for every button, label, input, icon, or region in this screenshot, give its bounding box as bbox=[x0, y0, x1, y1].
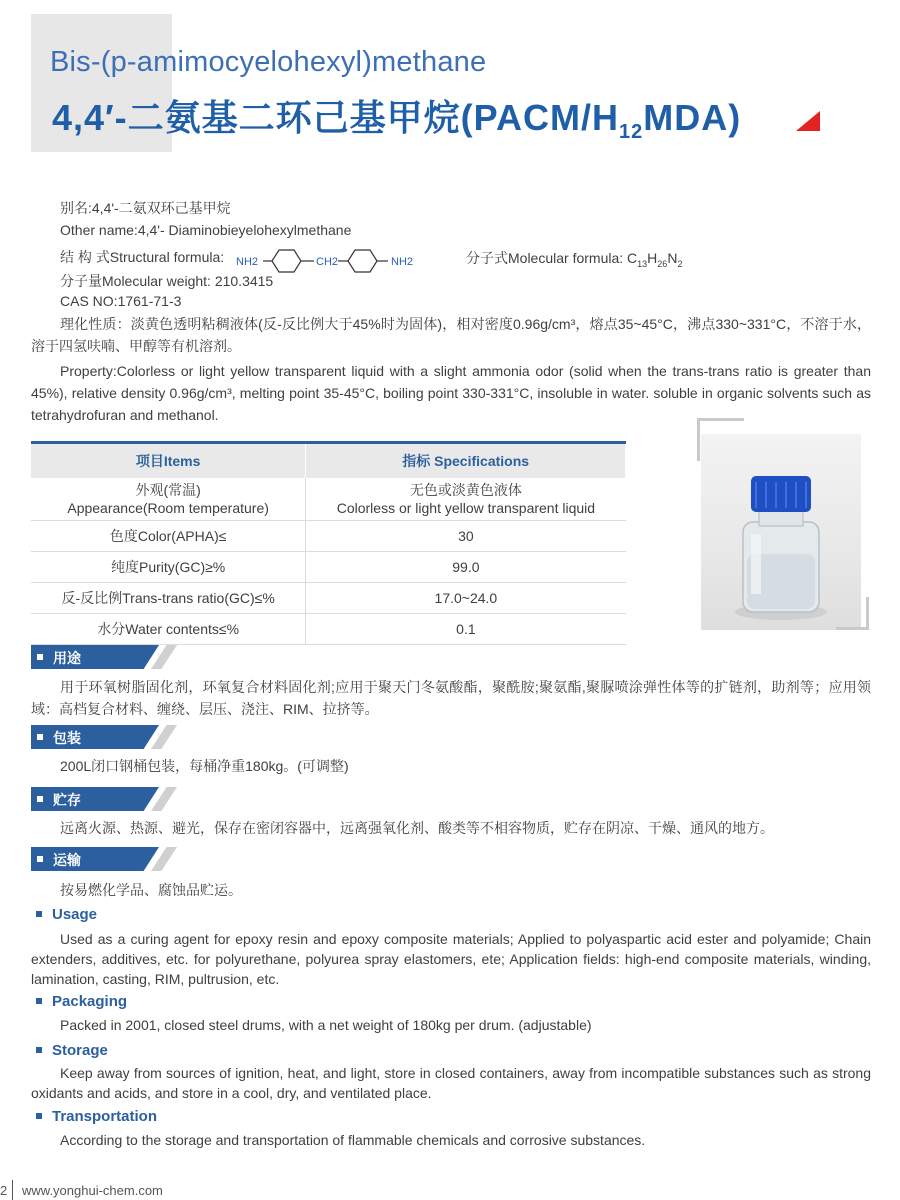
molecular-weight-line: 分子量Molecular weight: 210.3415 bbox=[60, 273, 274, 289]
section-text-storage-en: Keep away from sources of ignition, heat, and light, store in closed containers, away from incompatible substances such as strong oxidants and acids, and store in a cool, dry, and ventilated place. bbox=[31, 1065, 871, 1101]
section-bar-storage-cn: 贮存 bbox=[31, 787, 176, 811]
row-item-trans-ratio: 反-反比例Trans-trans ratio(GC)≤% bbox=[31, 582, 306, 613]
property-chinese: 理化性质：淡黄色透明粘稠液体(反-反比例大于45%时为固体)，相对密度0.96g/cm³，熔点35~45°C，沸点330~331°C，不溶于水，溶于四氢呋喃、甲醇等有机溶剂。 bbox=[31, 316, 871, 354]
cyclohexane-ring-left bbox=[272, 250, 301, 272]
section-heading-transport-en: Transportation bbox=[36, 1108, 157, 1125]
table-row bbox=[31, 520, 626, 551]
row-item-appearance: 外观(常温) Appearance(Room temperature) bbox=[31, 478, 306, 520]
section-text-transport-cn: 按易燃化学品、腐蚀品贮运。 bbox=[60, 882, 242, 898]
row-spec-purity: 99.0 bbox=[306, 551, 626, 582]
row-item-purity: 纯度Purity(GC)≥% bbox=[31, 551, 306, 582]
formula-nh2-right: NH2 bbox=[391, 256, 414, 268]
table-row bbox=[31, 613, 626, 644]
section-text-usage-cn: 用于环氧树脂固化剂，环氧复合材料固化剂;应用于聚天门冬氨酸酯，聚酰胺;聚氨酯,聚脲喷涂弹性体等的扩链剂，助剂等；应用领域：高档复合材料、缠绕、层压、浇注、RIM、拉挤等。 bbox=[31, 679, 871, 717]
section-text-transport-en: According to the storage and transportation of flammable chemicals and corrosive substances. bbox=[60, 1132, 646, 1148]
row-item-water: 水分Water contents≤% bbox=[31, 613, 306, 644]
formula-ch2: CH2 bbox=[316, 256, 339, 268]
section-heading-packaging-en: Packaging bbox=[36, 993, 127, 1010]
title-english: Bis-(p-amimocyelohexyl)methane bbox=[50, 46, 487, 78]
section-bar-usage-cn: 用途 bbox=[31, 645, 176, 669]
row-spec-appearance: 无色或淡黄色液体 Colorless or light yellow transparent liquid bbox=[306, 478, 626, 520]
page-number: 2 bbox=[0, 1183, 8, 1198]
molecular-formula: 分子式Molecular formula: $C_{13}H_{26}N_2$ bbox=[466, 250, 683, 269]
frame-corner-bottom-right bbox=[836, 597, 869, 630]
footer-divider bbox=[12, 1180, 13, 1200]
row-spec-color: 30 bbox=[306, 520, 626, 551]
title-chinese: 4,4′-二氨基二环己基甲烷$(PACM/H_{12}MDA)$ bbox=[52, 97, 742, 143]
row-spec-water: 0.1 bbox=[306, 613, 626, 644]
formula-nh2-left: NH2 bbox=[236, 256, 259, 268]
alias-line: 别名:4,4'-二氨双环己基甲烷 bbox=[60, 200, 231, 216]
section-text-packaging-cn: 200L闭口钢桶包装，每桶净重180kg。(可调整) bbox=[60, 758, 349, 774]
row-spec-trans-ratio: 17.0~24.0 bbox=[306, 582, 626, 613]
footer-url: www.yonghui-chem.com bbox=[22, 1183, 163, 1198]
section-bar-packaging-cn: 包装 bbox=[31, 725, 176, 749]
header-items: 项目Items bbox=[31, 443, 306, 479]
table-row bbox=[31, 478, 626, 520]
property-english: Property:Colorless or light yellow transparent liquid with a slight ammonia odor (solid when the trans-trans ratio is greater than 45%), relative density 0.96g/cm³, melting point 35-45°C, boiling point 330-331°C, insoluble in water. soluble in organic solvents such as tetrahydrofuran and methanol. bbox=[31, 363, 871, 423]
bullet-square-icon bbox=[36, 1047, 42, 1053]
row-item-color: 色度Color(APHA)≤ bbox=[31, 520, 306, 551]
cas-line: CAS NO:1761-71-3 bbox=[60, 293, 182, 309]
table-row bbox=[31, 582, 626, 613]
specifications-table bbox=[31, 441, 626, 645]
structural-formula-label: 结 构 式Structural formula: bbox=[60, 249, 225, 265]
section-text-usage-en: Used as a curing agent for epoxy resin and epoxy composite materials; Applied to polyaspartic acid ester and polyamide; Chain extenders, additives, etc. for polyurethane, polyurea spray elastomers, ete; Application fields: high-end composite materials, winding, lamination, casting, RIM, pultrusion, etc. bbox=[31, 931, 871, 987]
table-header-row bbox=[31, 443, 626, 479]
section-bar-transport-cn: 运输 bbox=[31, 847, 176, 871]
cyclohexane-ring-right bbox=[348, 250, 377, 272]
header-specifications: 指标 Specifications bbox=[306, 443, 626, 479]
section-text-packaging-en: Packed in 2001, closed steel drums, with a net weight of 180kg per drum. (adjustable) bbox=[60, 1017, 592, 1033]
bullet-square-icon bbox=[36, 1113, 42, 1119]
product-photo-frame bbox=[697, 418, 867, 628]
section-heading-storage-en: Storage bbox=[36, 1042, 108, 1059]
section-text-storage-cn: 远离火源、热源、避光，保存在密闭容器中，远离强氧化剂、酸类等不相容物质，贮存在阴凉、干燥、通风的地方。 bbox=[60, 820, 774, 836]
bullet-square-icon bbox=[36, 911, 42, 917]
section-heading-usage-en: Usage bbox=[36, 906, 97, 923]
table-row bbox=[31, 551, 626, 582]
other-name-line: Other name:4,4'- Diaminobieyelohexylmethane bbox=[60, 222, 352, 238]
bullet-square-icon bbox=[36, 998, 42, 1004]
red-triangle-icon bbox=[796, 111, 820, 131]
